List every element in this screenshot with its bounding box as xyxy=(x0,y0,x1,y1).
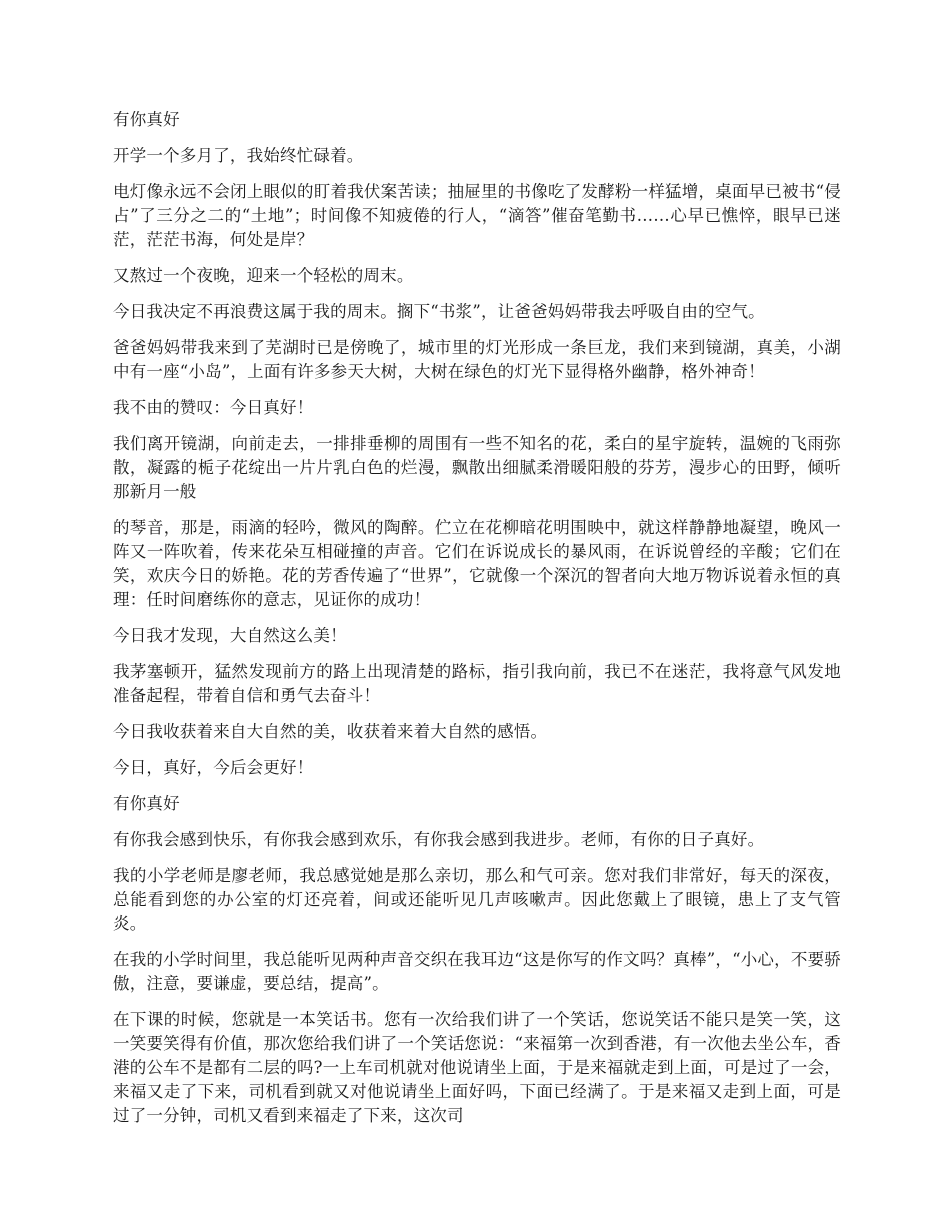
paragraph: 今日我才发现，大自然这么美！ xyxy=(113,626,347,645)
paragraph: 爸爸妈妈带我来到了芜湖时已是傍晚了，城市里的灯光形成一条巨龙，我们来到镜湖，真美，小湖中有一座“小岛”，上面有许多参天大树，大树在绿色的灯光下显得格外幽静，格外神奇！ xyxy=(113,338,841,381)
paragraph: 开学一个多月了，我始终忙碌着。 xyxy=(113,146,364,165)
paragraph: 今日我收获着来自大自然的美，收获着来着大自然的感悟。 xyxy=(113,722,548,741)
essay-title: 有你真好 xyxy=(113,794,180,813)
paragraph: 在下课的时候，您就是一本笑话书。您有一次给我们讲了一个笑话，您说笑话不能只是笑一笑，这一笑要笑得有价值，那次您给我们讲了一个笑话您说：“来福第一次到香港，有一次他去坐公车，香港的公车不是都有二层的吗?一上车司机就对他说请坐上面，于是来福就走到上面，可是过了一会，来福又走了下来，司机看到就又对他说请坐上面好吗，下面已经满了。于是来福又走到上面，可是过了一分钟，司机又看到来福走了下来，这次司 xyxy=(113,1010,841,1125)
paragraph: 在我的小学时间里，我总能听见两种声音交织在我耳边“这是你写的作文吗？真棒”，“小心，不要骄傲，注意，要谦虚，要总结，提高”。 xyxy=(113,950,841,993)
paragraph: 今日，真好，今后会更好！ xyxy=(113,758,314,777)
paragraph: 电灯像永远不会闭上眼似的盯着我伏案苦读；抽屉里的书像吃了发酵粉一样猛增，桌面早已被书“侵占”了三分之二的“土地”；时间像不知疲倦的行人，“滴答”催奋笔勤书……心早已憔悴，眼早已迷茫，茫茫书海，何处是岸？ xyxy=(113,182,841,249)
paragraph: 今日我决定不再浪费这属于我的周末。搁下“书浆”，让爸爸妈妈带我去呼吸自由的空气。 xyxy=(113,302,765,321)
paragraph: 我们离开镜湖，向前走去，一排排垂柳的周围有一些不知名的花，柔白的星宇旋转，温婉的飞雨弥散，凝露的栀子花绽出一片片乳白色的烂漫，飘散出细腻柔滑暖阳般的芬芳，漫步心的田野，倾听那新月一般 xyxy=(113,434,841,501)
paragraph: 有你我会感到快乐，有你我会感到欢乐，有你我会感到我进步。老师，有你的日子真好。 xyxy=(113,830,765,849)
paragraph: 的琴音，那是，雨滴的轻吟，微风的陶醉。伫立在花柳暗花明围映中，就这样静静地凝望，晚风一阵又一阵吹着，传来花朵互相碰撞的声音。它们在诉说成长的暴风雨，在诉说曾经的辛酸；它们在笑，欢庆今日的娇艳。花的芳香传遍了“世界”，它就像一个深沉的智者向大地万物诉说着永恒的真理：任时间磨练你的意志，见证你的成功！ xyxy=(113,518,841,609)
paragraph: 我茅塞顿开，猛然发现前方的路上出现清楚的路标，指引我向前，我已不在迷茫，我将意气风发地准备起程，带着自信和勇气去奋斗！ xyxy=(113,662,841,705)
essay-title: 有你真好 xyxy=(113,110,180,129)
paragraph: 又熬过一个夜晚，迎来一个轻松的周末。 xyxy=(113,266,414,285)
paragraph: 我的小学老师是廖老师，我总感觉她是那么亲切，那么和气可亲。您对我们非常好，每天的深夜，总能看到您的办公室的灯还亮着，间或还能听见几声咳嗽声。因此您戴上了眼镜，患上了支气管炎。 xyxy=(113,866,841,933)
document-body xyxy=(113,108,841,1140)
paragraph: 我不由的赞叹：今日真好！ xyxy=(113,398,314,417)
